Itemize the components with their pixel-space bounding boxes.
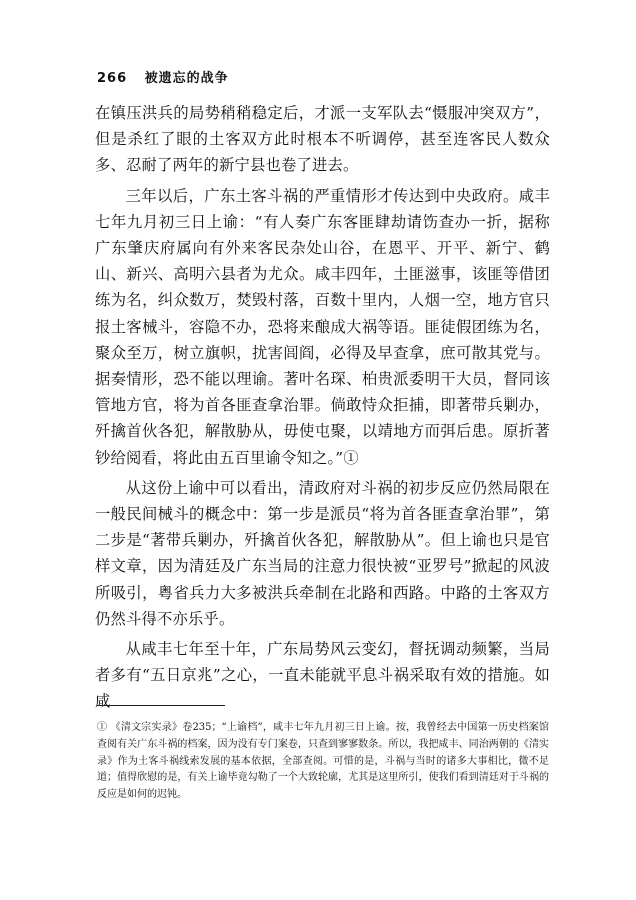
paragraph-3: 从这份上谕中可以看出，清政府对斗祸的初步反应仍然局限在一般民间械斗的概念中：第一步是派员“将为首各匪查拿治罪”，第二步是“著带兵剿办，歼擒首伙各犯，解散胁从”。但上谕也只是官样文章，因为清廷及广东当局的注意力很快被“亚罗号”掀起的风波所吸引，粤省兵力大多被洪兵牵制在北路和西路。中路的土客双方仍然斗得不亦乐乎。 [95,478,550,628]
footnote [97,720,549,804]
footnote-divider [97,705,225,706]
book-title: 被遗忘的战争 [144,71,229,86]
paragraph-4: 从咸丰七年至十年，广东局势风云变幻，督抚调动频繁，当局者多有“五日京兆”之心，一直未能就平息斗祸采取有效的措施。如咸 [95,640,550,711]
running-header [97,67,229,86]
page-number: 266 [97,71,128,86]
paragraph-2: 三年以后，广东土客斗祸的严重情形才传达到中央政府。咸丰七年九月初三日上谕：“有人奏广东客匪肆劫请饬查办一折，据称广东肇庆府属向有外来客民杂处山谷，在恩平、开平、新宁、鹤山、新兴、高明六县者为尤众。咸丰四年，土匪滋事，该匪等借团练为名，纠众数万，焚毁村落，百数十里内，人烟一空，地方官只报土客械斗，容隐不办，恐将来酿成大祸等语。匪徒假团练为名，聚众至万，树立旗帜，扰害闾阎，必得及早查拿，庶可散其党与。据奏情形，恐不能以理谕。著叶名琛、柏贵派委明干大员，督同该管地方官，将为首各匪查拿治罪。倘敢恃众拒捕，即著带兵剿办，歼擒首伙各犯，解散胁从，毋使屯聚，以靖地方而弭后患。原折著钞给阅看，将此由五百里谕令知之。”① [95,186,550,467]
footnote-text: ① 《清文宗实录》卷235；“上谕档”，咸丰七年九月初三日上谕。按，我曾经去中国第一历史档案馆查阅有关广东斗祸的档案，因为没有专门案卷，只查到寥寥数条。所以，我把咸丰、同治两朝的《清实录》作为土客斗祸线索发展的基本依据，全部查阅。可惜的是，斗祸与当时的诸多大事相比，微不足道；值得欣慰的是，有关上谕毕竟勾勒了一个大致轮廓，尤其是这里所引，使我们看到清廷对于斗祸的反应是如何的迟钝。 [97,722,549,801]
main-text [95,100,550,715]
paragraph-1: 在镇压洪兵的局势稍稍稳定后，才派一支军队去“慑服冲突双方”，但是杀红了眼的土客双方此时根本不听调停，甚至连客民人数众多、忍耐了两年的新宁县也卷了进去。 [95,104,550,175]
